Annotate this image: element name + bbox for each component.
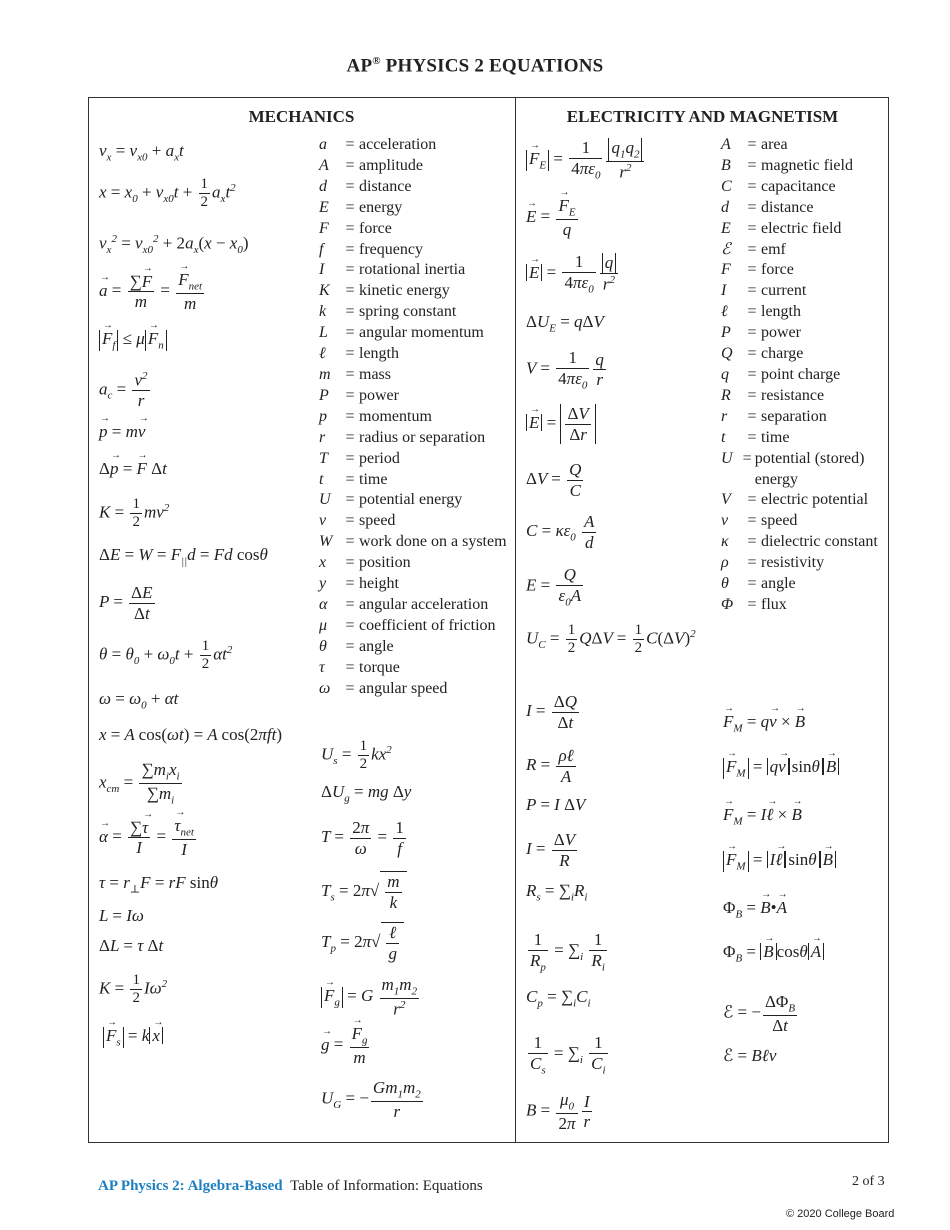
variable-row xyxy=(319,177,514,198)
variable-symbol: v xyxy=(319,512,327,530)
variable-definition: coefficient of friction xyxy=(359,616,496,634)
equation: P = I ΔV xyxy=(526,795,586,814)
equation: $\Delta U_E = q\Delta V$ xyxy=(526,312,604,335)
variable-symbol: t xyxy=(319,470,324,488)
equation: $v_x = v_{x0} + a_xt$ xyxy=(99,141,184,164)
variable-symbol: θ xyxy=(319,637,327,655)
equals-sign: = xyxy=(345,679,355,697)
variable-symbol: a xyxy=(319,136,327,153)
variable-symbol: α xyxy=(319,595,328,613)
equals-sign: = xyxy=(747,365,757,383)
equals-sign: = xyxy=(747,386,757,404)
variable-symbol: ℰ xyxy=(721,240,731,258)
equation: I = $\frac{\Delta V}{R}$ xyxy=(526,830,576,870)
equation: → E = → $\frac{F_E}{q}$ xyxy=(526,196,580,240)
variable-row xyxy=(319,407,514,428)
variable-symbol: p xyxy=(319,407,327,425)
variable-symbol: r xyxy=(721,407,728,425)
variable-row xyxy=(721,449,887,491)
variable-row xyxy=(721,365,887,386)
variable-definition: flux xyxy=(761,595,787,613)
equation: P = $\frac{\Delta E}{\Delta t}$ xyxy=(99,583,153,623)
variable-row xyxy=(319,553,514,574)
equation: V = $\frac{1}{4\pi\varepsilon_0}$ $\frac{q}{r}$ xyxy=(526,348,604,391)
equals-sign: = xyxy=(345,386,355,404)
equals-sign: = xyxy=(747,261,757,279)
variable-symbol: y xyxy=(319,575,327,593)
variable-row xyxy=(319,595,514,616)
variable-symbol: F xyxy=(319,219,329,237)
variable-definition: position xyxy=(359,554,411,572)
equals-sign: = xyxy=(345,407,355,425)
equation: x = A cos(ωt) = A cos(2πft) xyxy=(99,725,282,744)
equation: $\frac{1}{R_p}$ = $\sum_i$ $\frac{1}{R_i}$ xyxy=(530,930,605,973)
equation: K = $\frac{1}{2}$ $I\omega^2$ xyxy=(99,972,168,1007)
variable-row xyxy=(319,323,514,344)
variable-row xyxy=(319,260,514,281)
equation: T = $\frac{2\pi}{\omega}$ = $\frac{1}{f}$ xyxy=(321,818,404,858)
variable-symbol: I xyxy=(319,261,325,279)
variable-definition: period xyxy=(359,449,400,467)
variable-row xyxy=(721,240,887,261)
equals-sign: = xyxy=(345,136,355,153)
variable-definition: length xyxy=(359,345,399,363)
variable-symbol: ρ xyxy=(721,554,729,572)
equation: ΔV = $\frac{Q}{C}$ xyxy=(526,460,582,500)
equals-sign: = xyxy=(345,261,355,279)
variable-row xyxy=(319,344,514,365)
equation: $\Phi_B$ = → B•→ A xyxy=(723,899,787,920)
footer-brand: AP Physics 2: Algebra-Based xyxy=(98,1178,283,1194)
variable-symbol: Φ xyxy=(721,595,734,613)
equation: $\omega = \omega_0 + \alpha t$ xyxy=(99,689,179,712)
variable-definition: area xyxy=(761,136,788,153)
variable-row xyxy=(721,302,887,323)
equation: Δ→ p = → F Δt xyxy=(99,460,167,477)
variable-definition: power xyxy=(359,386,399,404)
variable-row xyxy=(319,658,514,679)
variable-row xyxy=(319,574,514,595)
variable-symbol: V xyxy=(721,491,731,509)
equation: → $F_M = I\to$ ℓ × → B xyxy=(723,806,802,827)
variable-symbol: P xyxy=(319,386,329,404)
variable-definition: charge xyxy=(761,345,804,363)
variable-row xyxy=(721,260,887,281)
equation: $R_s = \sum_iR_i$ xyxy=(526,881,588,904)
variable-definition: angular speed xyxy=(359,679,448,697)
variable-row xyxy=(319,386,514,407)
em-heading: ELECTRICITY AND MAGNETISM xyxy=(566,107,839,126)
variable-symbol: C xyxy=(721,177,732,195)
variable-row xyxy=(319,532,514,553)
variable-definition: speed xyxy=(761,512,798,530)
variable-definition: current xyxy=(761,282,807,300)
equals-sign: = xyxy=(345,240,355,258)
equation: → $F_f \le \mu\to F_n$ xyxy=(99,330,167,351)
equation: ℰ = − $\Delta\Phi_B$ Δt xyxy=(723,992,796,1036)
variable-symbol: m xyxy=(319,365,331,383)
equation: → E = $\frac{1}{4\pi\varepsilon_0}$ $\frac{q}{r^2}$ xyxy=(526,252,620,296)
variable-symbol: ℓ xyxy=(721,303,728,321)
variable-symbol: T xyxy=(319,449,328,467)
equals-sign: = xyxy=(747,345,757,363)
equals-sign: = xyxy=(747,177,757,195)
variable-definition: point charge xyxy=(761,365,841,383)
equation: $v_x^2 = v_{x0}^2 + 2a_x(x - x_0)$ xyxy=(99,233,249,257)
equals-sign: = xyxy=(747,491,757,509)
variable-definition: angular acceleration xyxy=(359,595,489,613)
equation: $T_s = 2\pi√$ $\frac{m}{k}$ xyxy=(321,871,407,912)
variable-definition: spring constant xyxy=(359,303,457,321)
variable-row xyxy=(319,302,514,323)
variable-definition: amplitude xyxy=(359,156,423,174)
variable-symbol: κ xyxy=(721,533,729,551)
footer-title xyxy=(98,1178,483,1195)
mechanics-heading: MECHANICS xyxy=(248,107,355,126)
equals-sign: = xyxy=(747,156,757,174)
variable-definition: frequency xyxy=(359,240,423,258)
variable-row xyxy=(319,616,514,637)
variable-row xyxy=(319,219,514,240)
variable-row xyxy=(721,135,887,156)
variable-symbol: d xyxy=(721,198,729,216)
equals-sign: = xyxy=(747,136,757,153)
variable-definition: length xyxy=(761,303,801,321)
variable-definition: resistance xyxy=(761,386,825,404)
variable-symbol: A xyxy=(721,136,731,153)
variable-row xyxy=(319,156,514,177)
equation: $C = \kappa\varepsilon_0$ $\frac{A}{d}$ xyxy=(526,512,595,552)
equals-sign: = xyxy=(345,428,355,446)
variable-symbol: r xyxy=(319,428,326,446)
variable-definition: potential energy xyxy=(359,491,463,509)
variable-row xyxy=(319,637,514,658)
variable-definition: height xyxy=(359,575,399,593)
equation: → $F_M = q\to v$ sinθ→ B xyxy=(723,758,839,779)
variable-row xyxy=(721,198,887,219)
equation: $a_c$ = $\frac{v^2}{r}$ xyxy=(99,370,148,411)
equation: → p = m→ v xyxy=(99,423,145,440)
equals-sign: = xyxy=(742,449,752,467)
equation: I = $\frac{\Delta Q}{\Delta t}$ xyxy=(526,692,577,732)
equals-sign: = xyxy=(345,219,355,237)
copyright: © 2020 College Board xyxy=(786,1208,895,1220)
variable-row xyxy=(721,344,887,365)
equals-sign: = xyxy=(747,324,757,342)
variable-definition: acceleration xyxy=(359,136,437,153)
variable-definition: angle xyxy=(761,575,796,593)
equals-sign: = xyxy=(747,554,757,572)
variable-symbol: f xyxy=(319,240,324,258)
equals-sign: = xyxy=(345,595,355,613)
equation: $\frac{1}{C_s}$ = $\sum_i$ $\frac{1}{C_i}$ xyxy=(530,1033,606,1076)
variable-definition: radius or separation xyxy=(359,428,486,446)
variable-row xyxy=(721,386,887,407)
equals-sign: = xyxy=(747,407,757,425)
variable-definition: momentum xyxy=(359,407,432,425)
equals-sign: = xyxy=(345,365,355,383)
variable-symbol: Q xyxy=(721,345,733,363)
variable-row xyxy=(721,595,887,616)
variable-symbol: W xyxy=(319,533,333,551)
variable-definition: time xyxy=(359,470,388,488)
em-variable-list xyxy=(721,135,887,616)
variable-definition: time xyxy=(761,428,790,446)
variable-symbol: E xyxy=(319,198,329,216)
variable-row xyxy=(721,428,887,449)
variable-row xyxy=(721,219,887,240)
equals-sign: = xyxy=(747,303,757,321)
variable-definition: separation xyxy=(761,407,827,425)
variable-definition: force xyxy=(761,261,794,279)
variable-definition: magnetic field xyxy=(761,156,853,174)
variable-row xyxy=(319,511,514,532)
variable-definition: energy xyxy=(359,198,403,216)
variable-definition: electric potential xyxy=(761,491,869,509)
equation: → $F_M = q\to v$ × → B xyxy=(723,713,805,734)
variable-symbol: P xyxy=(721,324,731,342)
variable-symbol: x xyxy=(319,554,327,572)
variable-row xyxy=(721,532,887,553)
variable-symbol: d xyxy=(319,177,327,195)
equation: $x = x_0 + v_{x0}t$ + $\frac{1}{2}$ $a_xt^2$ xyxy=(99,176,236,211)
variable-definition: power xyxy=(761,324,801,342)
variable-definition: electric field xyxy=(761,219,842,237)
variable-definition: resistivity xyxy=(761,554,825,572)
equation: $\Delta U_g$ = mg Δy xyxy=(321,782,412,805)
equals-sign: = xyxy=(345,554,355,572)
equation: → $F_E$ = $\frac{1}{4\pi\varepsilon_0}$ $\frac{q_1q_2}{r^2}$ xyxy=(526,138,646,182)
equation: $\theta = \theta_0 + \omega_0t$ + $\frac{1}{2}$ $\alpha t^2$ xyxy=(99,638,233,673)
variable-symbol: μ xyxy=(319,616,328,634)
variable-symbol: τ xyxy=(319,658,325,676)
variable-definition: force xyxy=(359,219,392,237)
equation: → α = $\frac{\sum\to \tau}{I}$ = → $\tau_{net}$ I xyxy=(99,816,198,860)
variable-symbol: B xyxy=(721,156,731,174)
variable-row xyxy=(319,365,514,386)
variable-row xyxy=(721,511,887,532)
equation: $C_p = \sum_iC_i$ xyxy=(526,987,591,1010)
variable-row xyxy=(721,407,887,428)
equals-sign: = xyxy=(345,575,355,593)
equals-sign: = xyxy=(345,449,355,467)
equals-sign: = xyxy=(345,512,355,530)
equals-sign: = xyxy=(345,637,355,655)
equals-sign: = xyxy=(345,470,355,488)
equation: L = Iω xyxy=(99,906,144,925)
equals-sign: = xyxy=(747,575,757,593)
variable-row xyxy=(319,135,514,156)
equation: E = $\frac{Q}{\varepsilon_0A}$ xyxy=(526,565,582,608)
equation: → g = → $\frac{F_g}{m}$ xyxy=(321,1024,371,1068)
equals-sign: = xyxy=(345,303,355,321)
variable-row xyxy=(721,323,887,344)
variable-definition: torque xyxy=(359,658,400,676)
variable-row xyxy=(721,281,887,302)
variable-definition: angle xyxy=(359,637,394,655)
variable-definition: dielectric constant xyxy=(761,533,878,551)
equals-sign: = xyxy=(345,491,355,509)
variable-row xyxy=(319,490,514,511)
variable-symbol: A xyxy=(319,156,329,174)
variable-symbol: v xyxy=(721,512,729,530)
variable-row xyxy=(721,553,887,574)
equals-sign: = xyxy=(345,533,355,551)
equation: $T_p = 2\pi√$ ℓ g xyxy=(321,922,404,963)
equation: $\Phi_B$ = → B cosθ→ A xyxy=(723,943,824,964)
equation: $\tau = r_\perp F$ = rF sinθ xyxy=(99,873,219,896)
variable-symbol: L xyxy=(319,324,328,342)
variable-row xyxy=(319,281,514,302)
variable-symbol: I xyxy=(721,282,727,300)
variable-definition: angular momentum xyxy=(359,324,484,342)
equation: → $F_g = G$ $\frac{m_1m_2}{r^2}$ xyxy=(321,975,421,1019)
variable-row xyxy=(319,428,514,449)
variable-definition: distance xyxy=(359,177,412,195)
equals-sign: = xyxy=(345,658,355,676)
variable-row xyxy=(721,490,887,511)
variable-row xyxy=(721,574,887,595)
variable-row xyxy=(319,470,514,491)
footer-subtitle: Table of Information: Equations xyxy=(290,1178,483,1194)
variable-symbol: E xyxy=(721,219,731,237)
variable-row xyxy=(319,240,514,261)
equals-sign: = xyxy=(747,533,757,551)
page-title: AP® PHYSICS 2 EQUATIONS xyxy=(346,55,604,77)
variable-symbol: θ xyxy=(721,575,729,593)
variable-definition: mass xyxy=(359,365,391,383)
variable-definition: kinetic energy xyxy=(359,282,450,300)
equation: $x_{cm}$ = $\sum m_ix_i$ $\sum m_i$ xyxy=(99,760,180,807)
variable-row xyxy=(721,156,887,177)
variable-definition: emf xyxy=(761,240,786,258)
equals-sign: = xyxy=(345,156,355,174)
equals-sign: = xyxy=(747,595,757,613)
equation: $U_C$ = $\frac{1}{2}$ QΔV = $\frac{1}{2}$ $C(\Delta V)^2$ xyxy=(526,622,696,657)
variable-symbol: k xyxy=(319,303,327,321)
equation: $\Delta E = W = F_{||}d = Fd$ cosθ xyxy=(99,545,268,568)
equals-sign: = xyxy=(747,428,757,446)
variable-symbol: U xyxy=(319,491,331,509)
equals-sign: = xyxy=(345,177,355,195)
equation: → a = $\frac{\sum\to F}{m}$ = → $F_{net}$ m xyxy=(99,270,206,314)
equation: ℰ = Bℓv xyxy=(723,1046,777,1065)
equals-sign: = xyxy=(345,282,355,300)
equation: B = $\frac{\mu_0}{2\pi}$ $\frac{I}{r}$ xyxy=(526,1090,591,1134)
equals-sign: = xyxy=(747,219,757,237)
variable-row xyxy=(319,198,514,219)
variable-definition: rotational inertia xyxy=(359,261,466,279)
equals-sign: = xyxy=(747,512,757,530)
equation: $U_G$ = − $\frac{Gm_1m_2}{r}$ xyxy=(321,1078,421,1122)
variable-row xyxy=(319,449,514,470)
equation: ΔL = τ Δt xyxy=(99,936,164,955)
variable-symbol: ω xyxy=(319,679,331,697)
variable-definition: potential (stored) energy xyxy=(754,449,865,488)
equals-sign: = xyxy=(345,324,355,342)
equation: → $F_s = k\to x$ xyxy=(103,1027,163,1048)
variable-definition: speed xyxy=(359,512,396,530)
page-number: 2 of 3 xyxy=(852,1174,885,1189)
equation: $U_s$ = $\frac{1}{2}$ $kx^2$ xyxy=(321,738,392,773)
variable-row xyxy=(319,679,514,700)
equals-sign: = xyxy=(747,198,757,216)
variable-symbol: F xyxy=(721,261,731,279)
variable-symbol: q xyxy=(721,365,729,383)
variable-definition: capacitance xyxy=(761,177,836,195)
equation: → $F_M = I\to$ ℓ sinθ→ B xyxy=(723,851,836,872)
variable-symbol: K xyxy=(319,282,330,300)
variable-symbol: U xyxy=(721,449,733,467)
variable-symbol: R xyxy=(721,386,731,404)
equation: K = $\frac{1}{2}$ $mv^2$ xyxy=(99,496,170,531)
equals-sign: = xyxy=(747,240,757,258)
variable-definition: distance xyxy=(761,198,814,216)
equation: R = ρℓ A xyxy=(526,746,574,786)
equals-sign: = xyxy=(345,345,355,363)
equals-sign: = xyxy=(345,616,355,634)
equals-sign: = xyxy=(345,198,355,216)
variable-row xyxy=(721,177,887,198)
equals-sign: = xyxy=(747,282,757,300)
variable-symbol: t xyxy=(721,428,726,446)
mechanics-variable-list xyxy=(319,135,514,699)
variable-definition: work done on a system xyxy=(359,533,507,551)
equation: → E = $\frac{\Delta V}{\Delta r}$ xyxy=(526,404,596,444)
variable-symbol: ℓ xyxy=(319,345,326,363)
column-divider xyxy=(515,97,516,1143)
